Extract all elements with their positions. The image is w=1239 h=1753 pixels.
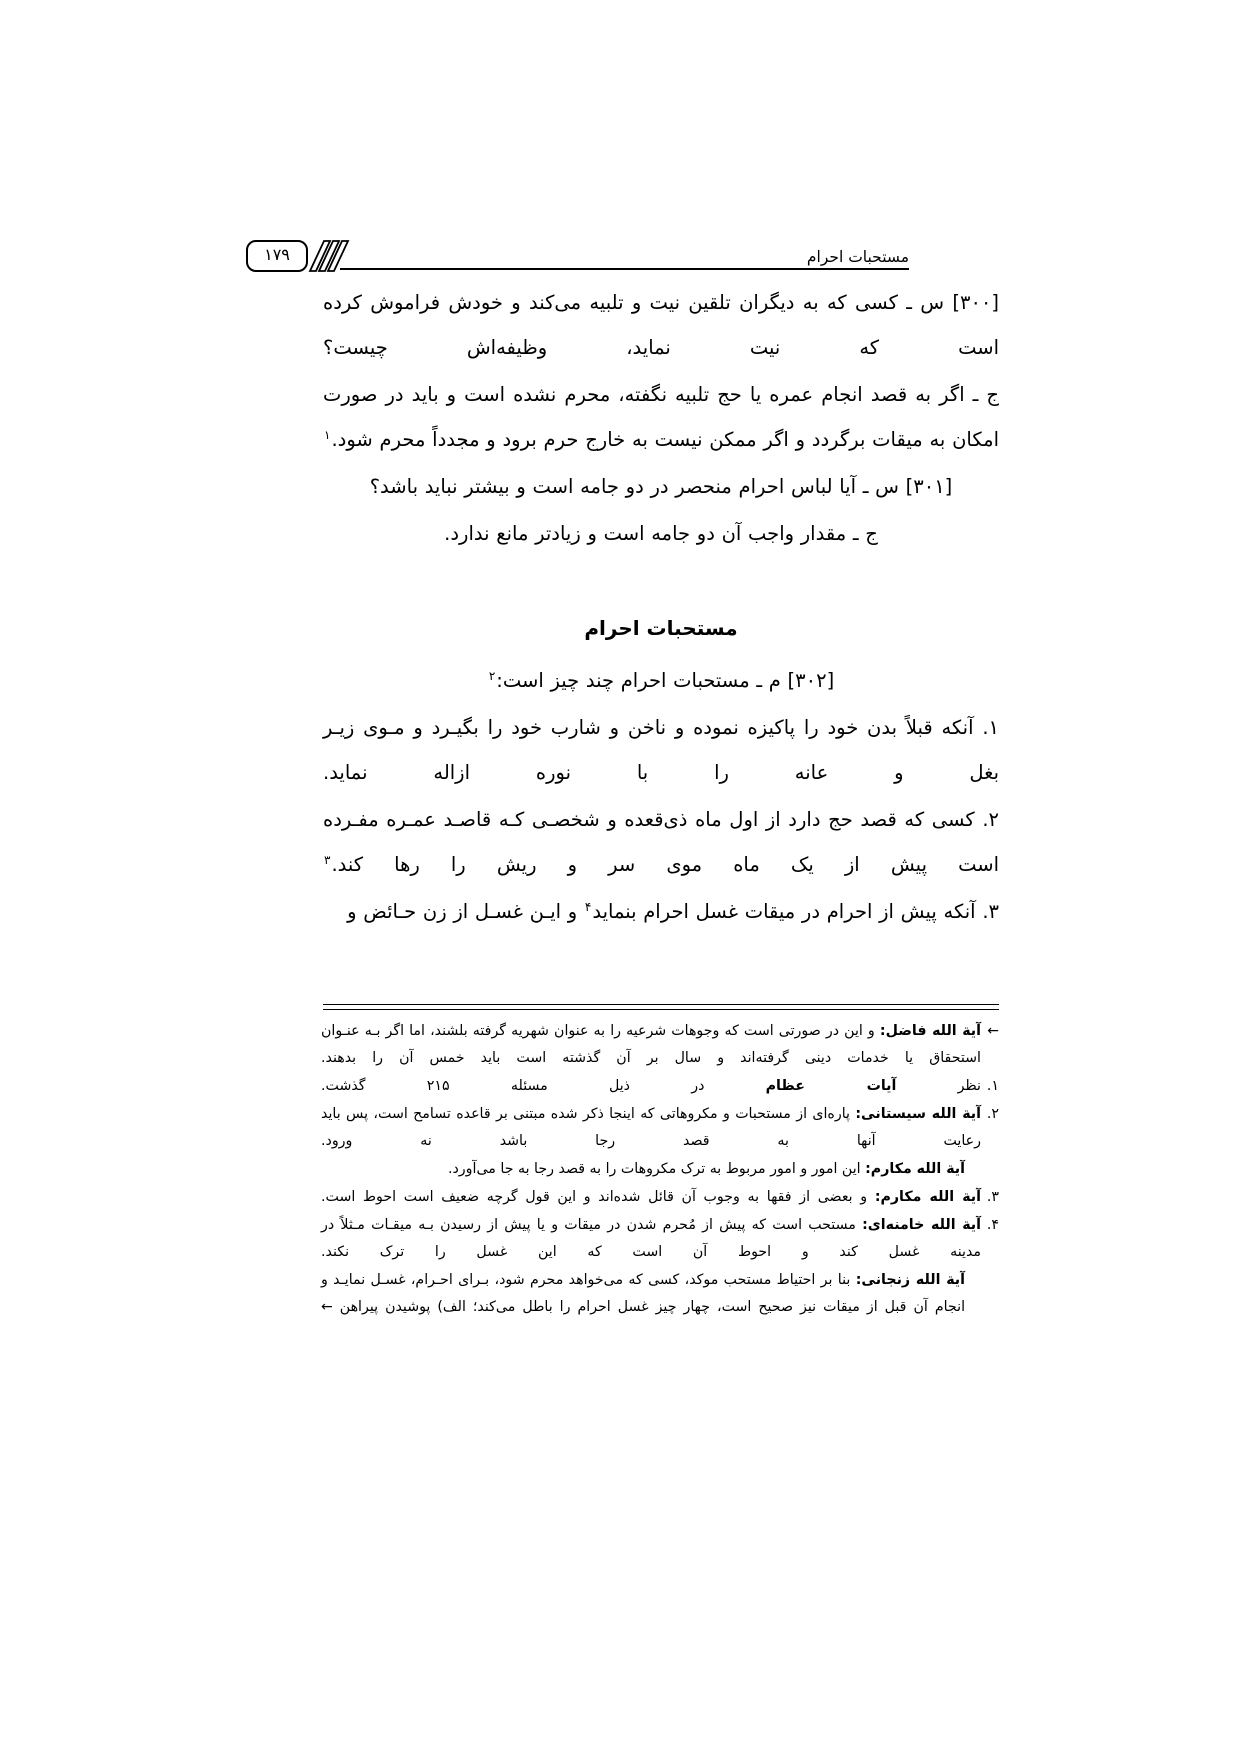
section-title: مستحبات احرام [584, 616, 738, 640]
list-item-text: آنکه پیش از احرام در میقات غسل احرام بنماید [592, 900, 976, 923]
question-300: [۳۰۰] س ـ کسی که به دیگران تلقین نیت و تلبیه می‌کند و خودش فراموش کرده است که نیت نماید، وظیفه‌اش چیست؟ [323, 291, 999, 359]
continuation-arrow-icon: ← [987, 1023, 999, 1039]
list-item-text: کسی که قصد حج دارد از اول ماه ذی‌قعده و شخصـی کـه قاصـد عمـره مفـرده است پیش از یک ماه موی سر و ریش را رها کند. [323, 808, 999, 876]
footnote-marker: ۱. [986, 1078, 999, 1094]
footnote-ref-3: ۳ [324, 852, 331, 867]
authority-name: آیة الله مکارم: [865, 1161, 965, 1177]
list-item-number: ۳. [982, 900, 999, 923]
footnote-text: و بعضی از فقها به وجوب آن قائل شده‌اند و این قول گرچه ضعیف است احوط است. [321, 1189, 875, 1205]
footnotes-block [321, 1018, 999, 1322]
footnote-separator [323, 1004, 999, 1010]
question-302: [۳۰۲] م ـ مستحبات احرام چند چیز است:$^۲$ [488, 668, 835, 692]
authority-name: آیات عظام [765, 1078, 897, 1094]
list-item-number: ۲. [982, 808, 1000, 831]
answer-300: ج ـ اگر به قصد انجام عمره یا حج تلبیه نگفته، محرم نشده است و باید در صورت امکان به میقات برگردد و اگر ممکن نیست به خارج حرم برود و مجدداً محرم شود.$^۱$ [323, 383, 999, 451]
authority-name: آیة الله مکارم: [874, 1189, 981, 1205]
footnote-4 [321, 1212, 999, 1266]
page-header [232, 228, 909, 270]
footnote-marker: ۴. [986, 1217, 999, 1233]
list-item-text-tail: و ایـن غسـل از زن حـائض و [347, 900, 578, 923]
question-301: [۳۰۱] س ـ آیا لباس احرام منحصر در دو جامه است و بیشتر نباید باشد؟ [369, 475, 953, 498]
spacer [323, 558, 999, 592]
authority-name: آیة الله خامنه‌ای: [862, 1217, 981, 1233]
list-item-text: آنکه قبلاً بدن خود را پاکیزه نموده و ناخن و شارب خود را بگیـرد و مـوی زیـر بغل و عانه را با نوره ازاله نماید. [323, 716, 999, 784]
footnote-text: این امور و امور مربوط به ترک مکروهات را به قصد رجا به جا می‌آورد. [447, 1161, 866, 1177]
footnote-text: مستحب است که پیش از مُحرم شدن در میقات و یا پیش از رسیدن بـه میقـات مـثلاً در مدینه غسل کند و احوط آن است که این غسل را ترک نکند. [321, 1217, 981, 1260]
running-header-title: مستحبات احرام [806, 247, 909, 266]
page-number: ۱۷۹ [264, 245, 290, 264]
footnote-2-sub [321, 1156, 999, 1183]
footnote-1 [321, 1073, 999, 1100]
footnote-4-sub [321, 1267, 999, 1321]
footnote-continued-previous [321, 1018, 999, 1072]
footnote-marker: ۲. [986, 1106, 999, 1122]
footnote-3 [321, 1184, 999, 1211]
list-item-number: ۱. [982, 716, 1000, 739]
list-item-3 [323, 889, 999, 934]
body-column [323, 280, 999, 936]
footnote-marker: ۳. [986, 1189, 999, 1205]
answer-301: ج ـ مقدار واجب آن دو جامه است و زیادتر مانع ندارد. [444, 522, 878, 545]
footnote-text: پاره‌ای از مستحبات و مکروهاتی که اینجا ذکر شده مبتنی بر قاعده تسامح است، پس باید رعایت آنها به قصد رجا باشد نه ورود. [321, 1106, 981, 1149]
footnote-2 [321, 1101, 999, 1155]
authority-name: آیة الله فاضل: [879, 1023, 981, 1039]
continuation-arrow-next-icon: ← [321, 1299, 333, 1315]
footnote-prefix: نظر [896, 1078, 982, 1094]
footnote-text: در ذیل مسئله ۲۱۵ گذشت. [321, 1078, 766, 1094]
list-item-2 [323, 797, 999, 887]
footnote-ref-1: ۱ [324, 427, 331, 442]
folio-box [246, 240, 308, 272]
header-rule [340, 268, 909, 270]
authority-name: آیة الله سیستانی: [855, 1106, 981, 1122]
authority-name: آیة الله زنجانی: [855, 1272, 965, 1288]
footnote-ref-4: ۴ [584, 899, 592, 914]
footnote-text: بنا بر احتیاط مستحب موکد، کسی که می‌خواهد محرم شود، بـرای احـرام، غسـل نمایـد و انجام آن قبل از میقات نیز صحیح است، چهار چیز غسل احرام را باطل می‌کند؛ الف) پوشیدن پیراهن [321, 1272, 966, 1315]
footnote-ref-2: ۲ [488, 668, 496, 683]
list-item-1 [323, 705, 999, 795]
footnote-text: و این در صورتی است که وجوهات شرعیه را به عنوان شهریه گرفته بلشند، اما اگر بـه عنـوان استحقاق یا خدمات دینی گرفته‌اند و سال بر آن گذشته است باید خمس آن را بدهند. [321, 1023, 981, 1066]
diagonal-slashes-icon [308, 240, 352, 272]
